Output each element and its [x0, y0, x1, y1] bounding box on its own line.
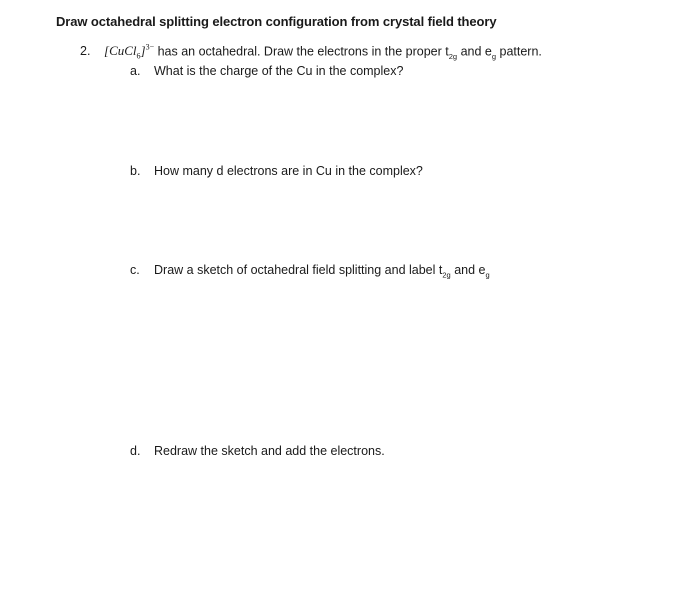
question-text-2: and e	[460, 44, 492, 59]
page-title: Draw octahedral splitting electron configuration from crystal field theory	[56, 14, 497, 29]
formula-right-bracket: ]	[140, 43, 146, 59]
sub-question-letter: b.	[130, 164, 141, 178]
t2g-subscript: 2g	[442, 270, 451, 280]
question-number: 2.	[80, 44, 91, 59]
sub-question-c	[130, 263, 490, 280]
question-text-3: pattern.	[499, 44, 542, 59]
eg-subscript: g	[491, 51, 497, 61]
sub-question-text: How many d electrons are in Cu in the complex?	[154, 164, 423, 178]
sub-question-b	[130, 164, 423, 178]
sub-question-text: Redraw the sketch and add the electrons.	[154, 444, 385, 458]
question-text-1: has an octahedral. Draw the electrons in the proper t	[157, 44, 449, 59]
formula-element: CuCl	[109, 43, 137, 59]
complex-formula	[104, 43, 155, 61]
sub-question-text-2: and e	[454, 263, 486, 277]
sub-question-letter: d.	[130, 444, 141, 458]
formula-left-bracket: [	[104, 43, 110, 59]
formula-charge: 3−	[145, 43, 155, 52]
sub-question-text: What is the charge of the Cu in the complex?	[154, 64, 404, 78]
sub-question-letter: a.	[130, 64, 141, 78]
sub-question-a	[130, 64, 403, 78]
sub-question-text-1: Draw a sketch of octahedral field splitting and label t	[154, 263, 443, 277]
sub-question-d	[130, 444, 385, 458]
formula-subscript: 6	[136, 51, 141, 61]
eg-subscript: g	[485, 270, 490, 280]
question-2	[80, 43, 542, 61]
t2g-subscript: 2g	[448, 51, 458, 61]
sub-question-letter: c.	[130, 263, 140, 277]
